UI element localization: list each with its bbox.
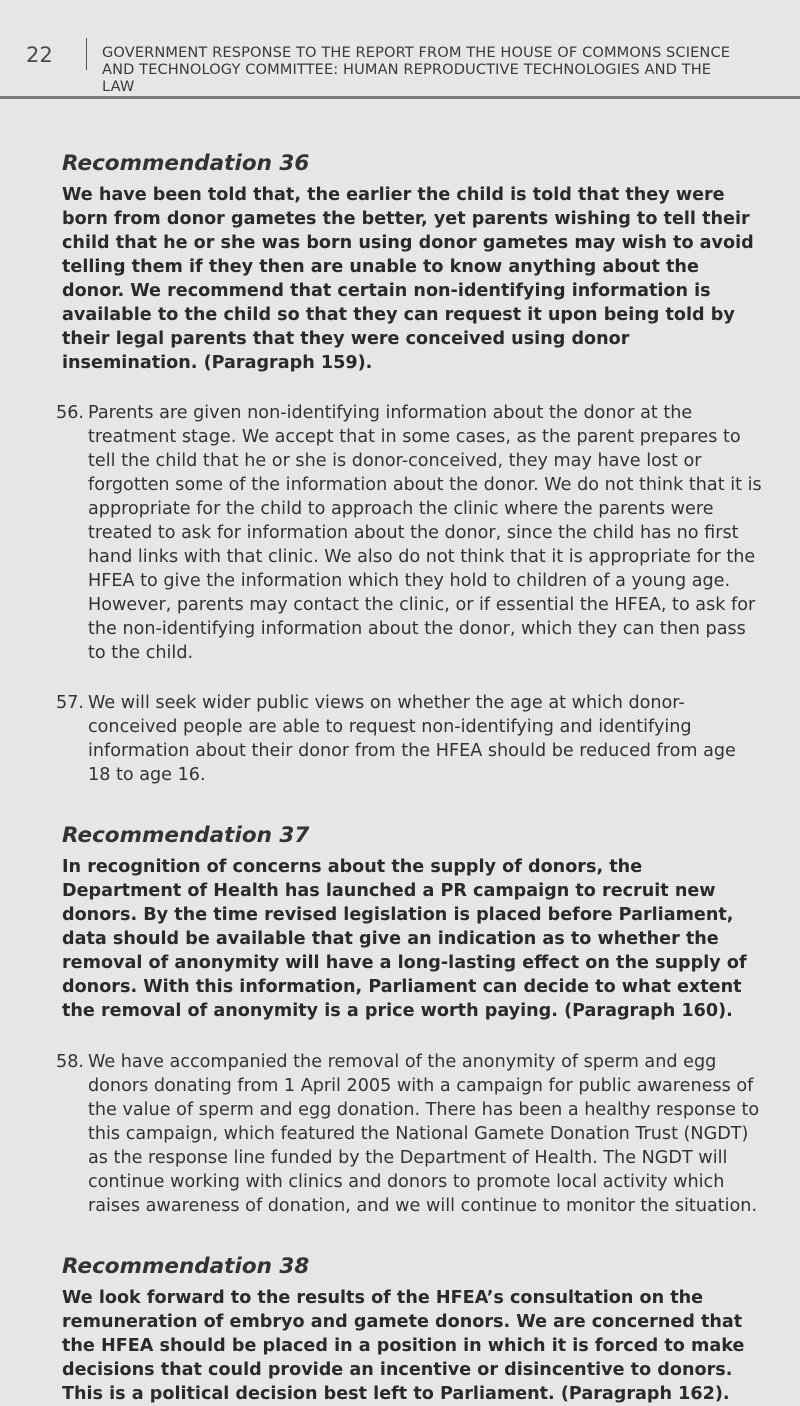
paragraph-58	[56, 1050, 762, 1218]
recommendation-37	[62, 822, 762, 1023]
paragraph-number: 57.	[56, 693, 84, 713]
recommendation-text: We have been told that, the earlier the child is told that they were born from donor gametes the better, yet parents wishing to tell their child that he or she was born using donor gametes may wish to avoid telling them if they then are unable to know anything about the donor. We recommend that certain non-identifying information is available to the child so that they can request it upon being told by their legal parents that they were conceived using donor insemination. (Paragraph 159).	[62, 185, 754, 373]
header-rule-line	[0, 96, 800, 99]
page-number: 22	[26, 43, 53, 67]
main-content	[56, 150, 762, 1406]
paragraph-57	[56, 691, 762, 787]
paragraph-text: We have accompanied the removal of the anonymity of sperm and egg donors donating from 1 April 2005 with a campaign for public awareness of the value of sperm and egg donation. There has been a healthy response to this campaign, which featured the National Gamete Donation Trust (NGDT) as the response line funded by the Department of Health. The NGDT will continue working with clinics and donors to promote local activity which raises awareness of donation, and we will continue to monitor the situation.	[88, 1052, 760, 1216]
recommendation-38	[62, 1253, 762, 1406]
paragraph-text: Parents are given non-identifying information about the donor at the treatment stage. We accept that in some cases, as the parent prepares to tell the child that he or she is donor-conceived, they may have lost or forgotten some of the information about the donor. We do not think that it is appropriate for the child to approach the clinic where the parents were treated to ask for information about the donor, since the child has no first hand links with that clinic. We also do not think that it is appropriate for the HFEA to give the information which they hold to children of a young age. However, parents may contact the clinic, or if essential the HFEA, to ask for the non-identifying information about the donor, which they can then pass to the child.	[88, 403, 762, 663]
recommendation-36	[62, 150, 762, 375]
recommendation-title: Recommendation 37	[62, 823, 310, 848]
page-header	[26, 38, 766, 95]
recommendation-text: We look forward to the results of the HFEA’s consultation on the remuneration of embryo and gamete donors. We are concerned that the HFEA should be placed in a position in which it is forced to make decisions that could provide an incentive or disincentive to donors. This is a political decision best left to Parliament. (Paragraph 162).	[62, 1288, 745, 1404]
recommendation-title: Recommendation 38	[62, 1254, 310, 1279]
running-header-title: GOVERNMENT RESPONSE TO THE REPORT FROM THE HOUSE OF COMMONS SCIENCE AND TECHNOLOGY COMMITTEE: HUMAN REPRODUCTIVE TECHNOLOGIES AND THE LAW	[102, 44, 731, 95]
recommendation-text: In recognition of concerns about the supply of donors, the Department of Health has launched a PR campaign to recruit new donors. By the time revised legislation is placed before Parliament, data should be available that give an indication as to whether the removal of anonymity will have a long-lasting effect on the supply of donors. With this information, Parliament can decide to what extent the removal of anonymity is a price worth paying. (Paragraph 160).	[62, 857, 747, 1021]
header-divider	[86, 38, 87, 70]
paragraph-number: 56.	[56, 403, 84, 423]
paragraph-text: We will seek wider public views on whether the age at which donor-conceived people are able to request non-identifying and identifying information about their donor from the HFEA should be reduced from age 18 to age 16.	[88, 693, 736, 785]
paragraph-number: 58.	[56, 1052, 84, 1072]
paragraph-56	[56, 401, 762, 665]
recommendation-title: Recommendation 36	[62, 151, 310, 176]
